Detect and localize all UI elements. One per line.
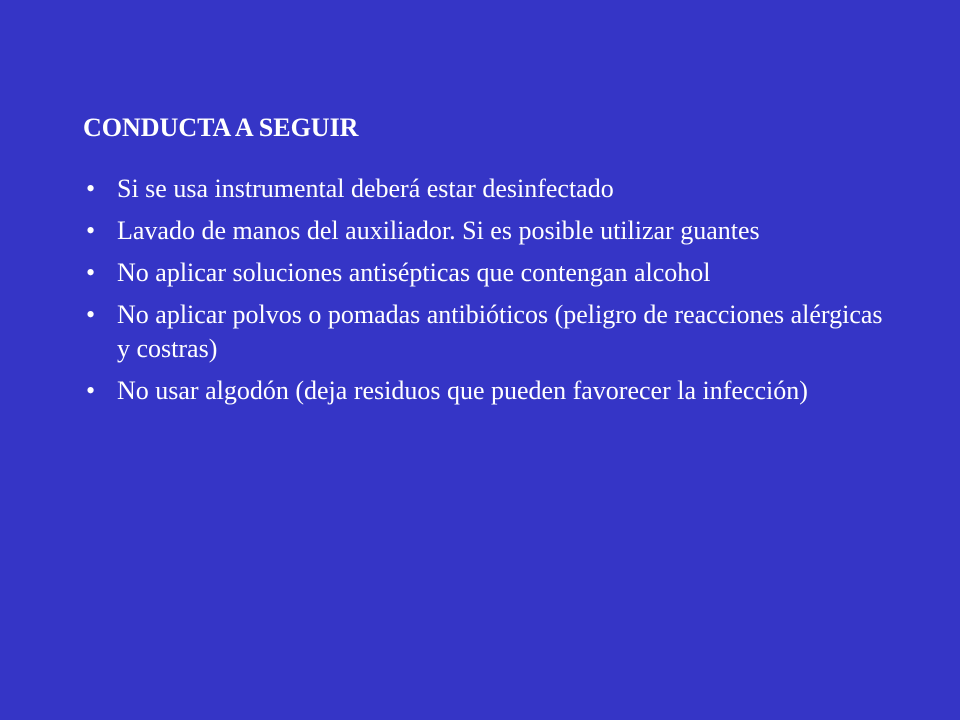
bullet-list <box>86 172 886 416</box>
bullet-item <box>86 374 886 408</box>
bullet-icon: • <box>86 216 96 245</box>
bullet-icon: • <box>86 258 96 287</box>
bullet-text: No usar algodón (deja residuos que pueden favorecer la infección) <box>117 376 808 405</box>
bullet-icon: • <box>86 376 96 405</box>
bullet-icon: • <box>86 174 96 203</box>
bullet-text: No aplicar polvos o pomadas antibióticos (peligro de reacciones alérgicas y costras) <box>117 300 883 363</box>
bullet-text: No aplicar soluciones antisépticas que contengan alcohol <box>117 258 711 287</box>
bullet-text: Lavado de manos del auxiliador. Si es posible utilizar guantes <box>117 216 760 245</box>
bullet-icon: • <box>86 300 96 329</box>
bullet-item <box>86 214 886 248</box>
slide-title: CONDUCTA A SEGUIR <box>83 113 359 142</box>
bullet-item <box>86 256 886 290</box>
bullet-item <box>86 298 886 366</box>
bullet-item <box>86 172 886 206</box>
bullet-text: Si se usa instrumental deberá estar desinfectado <box>117 174 614 203</box>
